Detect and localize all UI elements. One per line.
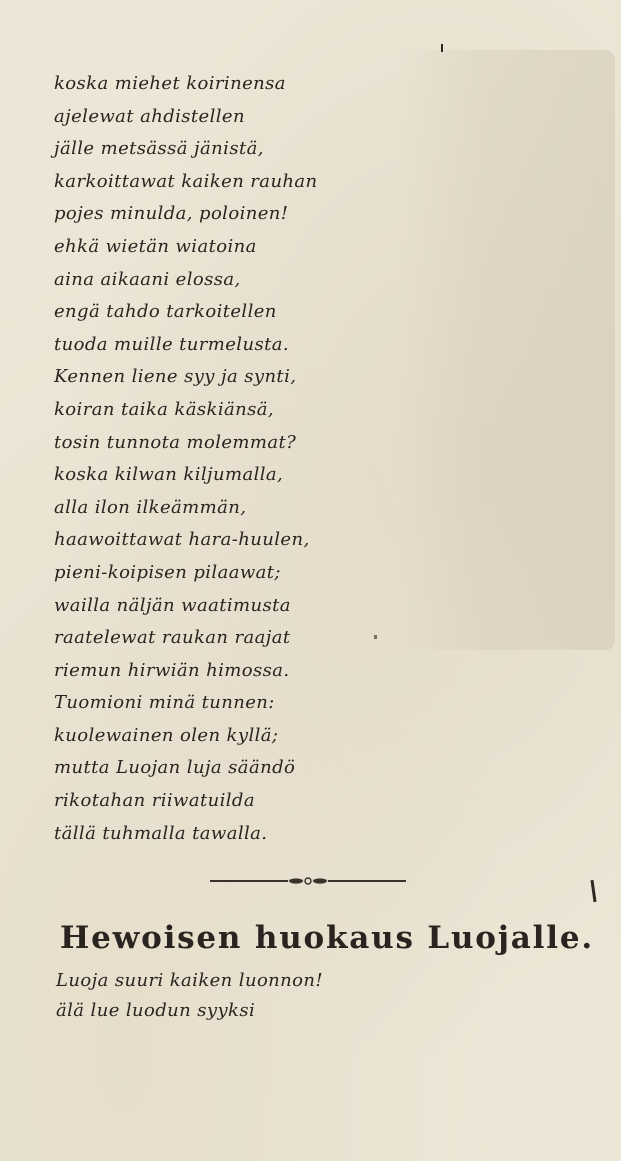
verse-line: alla ilon ilkeämmän, (54, 496, 247, 518)
verse-line: koiran taika käskiänsä, (54, 398, 274, 420)
show-through-text (400, 50, 615, 650)
verse-line: jälle metsässä jänistä, (54, 138, 264, 160)
verse-line: riemun hirwiän himossa. (54, 659, 290, 681)
ornamental-divider (210, 876, 406, 886)
verse-line: Tuomioni minä tunnen: (54, 692, 275, 714)
verse-line: tosin tunnota molemmat? (54, 431, 297, 453)
verse-line: tuoda muille turmelusta. (54, 333, 289, 355)
verse-line: aina aikaani elossa, (54, 268, 241, 290)
divider-rule-left (210, 880, 288, 882)
verse-line: ajelewat ahdistellen (54, 105, 245, 127)
divider-rule-right (328, 880, 406, 882)
poem-verses (54, 68, 394, 883)
verse-line: karkoittawat kaiken rauhan (54, 170, 318, 192)
verse-line: mutta Luojan luja säändö (54, 757, 296, 779)
ink-speck (374, 635, 377, 639)
second-poem-verses (56, 966, 396, 1026)
verse-line: wailla näljän waatimusta (54, 594, 291, 616)
ink-speck (441, 44, 443, 52)
ink-speck (590, 880, 596, 902)
verse-line: koska kilwan kiljumalla, (54, 464, 284, 486)
verse-line: tällä tuhmalla tawalla. (54, 822, 268, 844)
verse-line: haawoittawat hara-huulen, (54, 529, 310, 551)
verse-line: raatelewat raukan raajat (54, 627, 291, 649)
verse-line: ehkä wietän wiatoina (54, 235, 257, 257)
verse-line: älä lue luodun syyksi (56, 1000, 256, 1021)
verse-line: pieni-koipisen pilaawat; (54, 561, 281, 583)
verse-line: rikotahan riiwatuilda (54, 790, 255, 812)
verse-line: Luoja suuri kaiken luonnon! (56, 970, 324, 991)
ornament-icon (288, 877, 328, 885)
verse-line: kuolewainen olen kyllä; (54, 724, 279, 746)
verse-line: koska miehet koirinensa (54, 73, 286, 94)
poem-title: Hewoisen huokaus Luojalle. (60, 920, 594, 956)
verse-line: pojes minulda, poloinen! (54, 203, 289, 225)
verse-line: Kennen liene syy ja synti, (54, 366, 297, 388)
verse-line: engä tahdo tarkoitellen (54, 301, 277, 323)
